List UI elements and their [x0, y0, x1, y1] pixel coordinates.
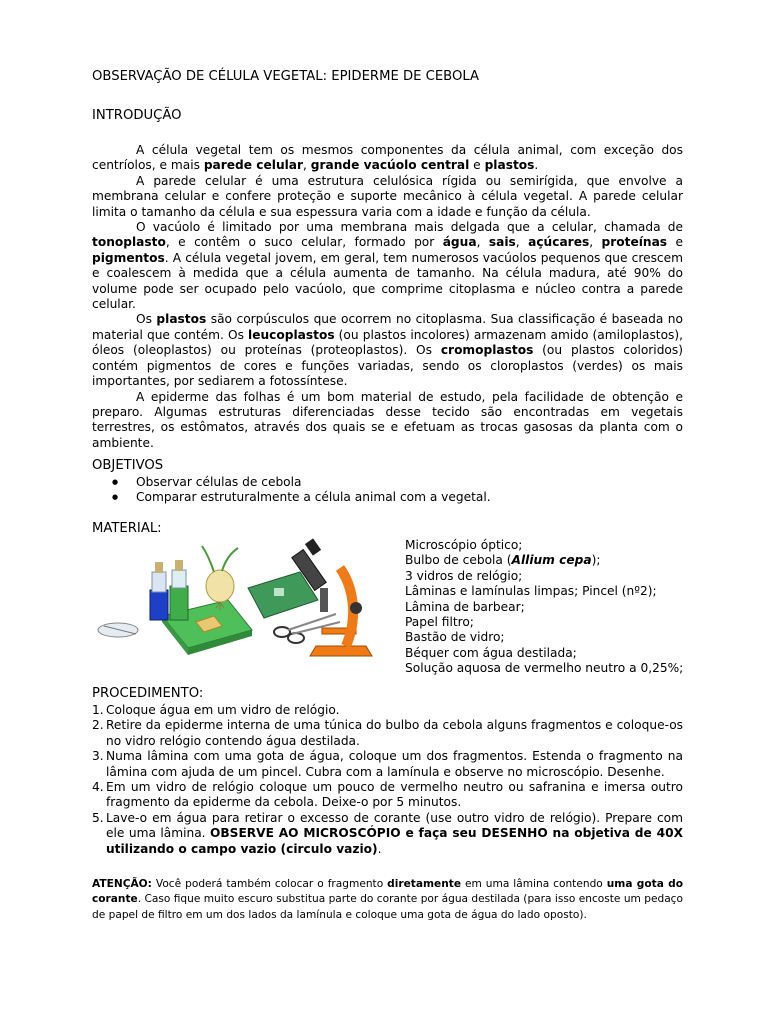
material-heading: MATERIAL: [92, 521, 162, 536]
list-item: Solução aquosa de vermelho neutro a 0,25%; [405, 661, 684, 676]
onion-icon [202, 546, 238, 610]
list-item: 2. Retire da epiderme interna de uma túnica do bulbo da cebola alguns fragmentos e coloque-os no vidro relógio contendo água destilada. [92, 718, 683, 748]
list-item: Lâmina de barbear; [405, 599, 525, 614]
list-item: 1. Coloque água em um vidro de relógio. [92, 703, 340, 717]
material-list [405, 538, 683, 677]
list-item: Papel filtro; [405, 615, 474, 630]
list-item: 5. Lave-o em água para retirar o excesso de corante (use outro vidro de relógio). Prepare com ele uma lâmina. OBSERVE AO MICROSCÓPIO e faça seu DESENHO na objetiva de 40X utilizando o campo vazio (circulo vazio). [92, 810, 683, 856]
intro-heading: INTRODUÇÃO [92, 108, 182, 123]
intro-paragraph-3: O vacúolo é limitado por uma membrana mais delgada que a celular, chamada de tonoplasto, e contêm o suco celular, formado por água, sais, açúcares, proteínas e pigmentos. A célula vegetal jovem, em geral, tem numerosos vacúolos pequenos que crescem e coalescem à medida que a célula aumenta de tamanho. Na célula madura, até 90% do volume pode ser ocupado pelo vacúolo, que comprime citoplasma e núcleo contra a parede celular. [92, 220, 684, 312]
list-item: 3 vidros de relógio; [405, 568, 523, 583]
list-item: ● Comparar estruturalmente a célula animal com a vegetal. [112, 490, 491, 505]
watch-glass-icon [98, 623, 138, 637]
bottle-icon [150, 562, 168, 620]
intro-paragraph-2: A parede celular é uma estrutura celulósica rígida ou semirígida, que envolve a membrana celular e confere proteção e suporte mecânico à célula vegetal. A parede celular limita o tamanho da célula e sua espessura varia com a idade e função da célula. [92, 173, 683, 219]
list-item: Bulbo de cebola (Allium cepa); [405, 553, 601, 568]
procedimento-heading: PROCEDIMENTO: [92, 686, 204, 701]
list-item: Béquer com água destilada; [405, 645, 577, 660]
list-item: Lâminas e lamínulas limpas; Pincel (nº2); [405, 584, 657, 599]
procedimento-list [92, 703, 683, 857]
intro-paragraph-5: A epiderme das folhas é um bom material de estudo, pela facilidade de obtenção e preparo. Algumas estruturas diferenciadas desse tecido são encontradas em vegetais terrestres, os estômatos, através dos quais se e efetuam as trocas gasosas da planta com o ambiente. [92, 389, 683, 450]
list-item: 3. Numa lâmina com uma gota de água, coloque um dos fragmentos. Estenda o fragmento na lâmina com ajuda de um pincel. Cubra com a lamínula e observe no microscópio. Desenhe. [92, 749, 683, 779]
list-item: Microscópio óptico; [405, 538, 523, 552]
list-item: Bastão de vidro; [405, 630, 505, 645]
lab-equipment-illustration [96, 538, 380, 670]
list-item: ● Observar células de cebola [112, 475, 491, 490]
objetivos-heading: OBJETIVOS [92, 458, 164, 473]
list-item: 4. Em um vidro de relógio coloque um pouco de vermelho neutro ou safranina e imersa outro fragmento da epiderme da cebola. Deixe-o por 5 minutos. [92, 780, 683, 810]
objetivos-list [112, 475, 491, 506]
bottle-icon [170, 560, 188, 620]
intro-paragraph-4: Os plastos são corpúsculos que ocorrem no citoplasma. Sua classificação é baseada no material que contém. Os leucoplastos (ou plastos incolores) armazenam amido (amiloplastos), óleos (oleoplastos) ou proteínas (proteoplastos). Os cromoplastos (ou plastos coloridos) contém pigmentos de cores e funções variadas, sendo os cloroplastos (verdes) os mais importantes, por sediarem a fotossíntese. [92, 312, 684, 389]
document-title: OBSERVAÇÃO DE CÉLULA VEGETAL: EPIDERME DE CEBOLA [92, 69, 480, 84]
intro-text [92, 143, 683, 451]
atencao-note: ATENÇÃO: Você poderá também colocar o fragmento diretamente em uma lâmina contendo uma gota do corante. Caso fique muito escuro substitua parte do corante por água destilada (para isso encoste um pedaço de papel de filtro em um dos lados da lamínula e coloque uma gota de água do lado oposto). [92, 878, 683, 921]
intro-paragraph-1: A célula vegetal tem os mesmos componentes da célula animal, com exceção dos centríolos, e mais parede celular, grande vacúolo central e plastos. [92, 143, 683, 173]
